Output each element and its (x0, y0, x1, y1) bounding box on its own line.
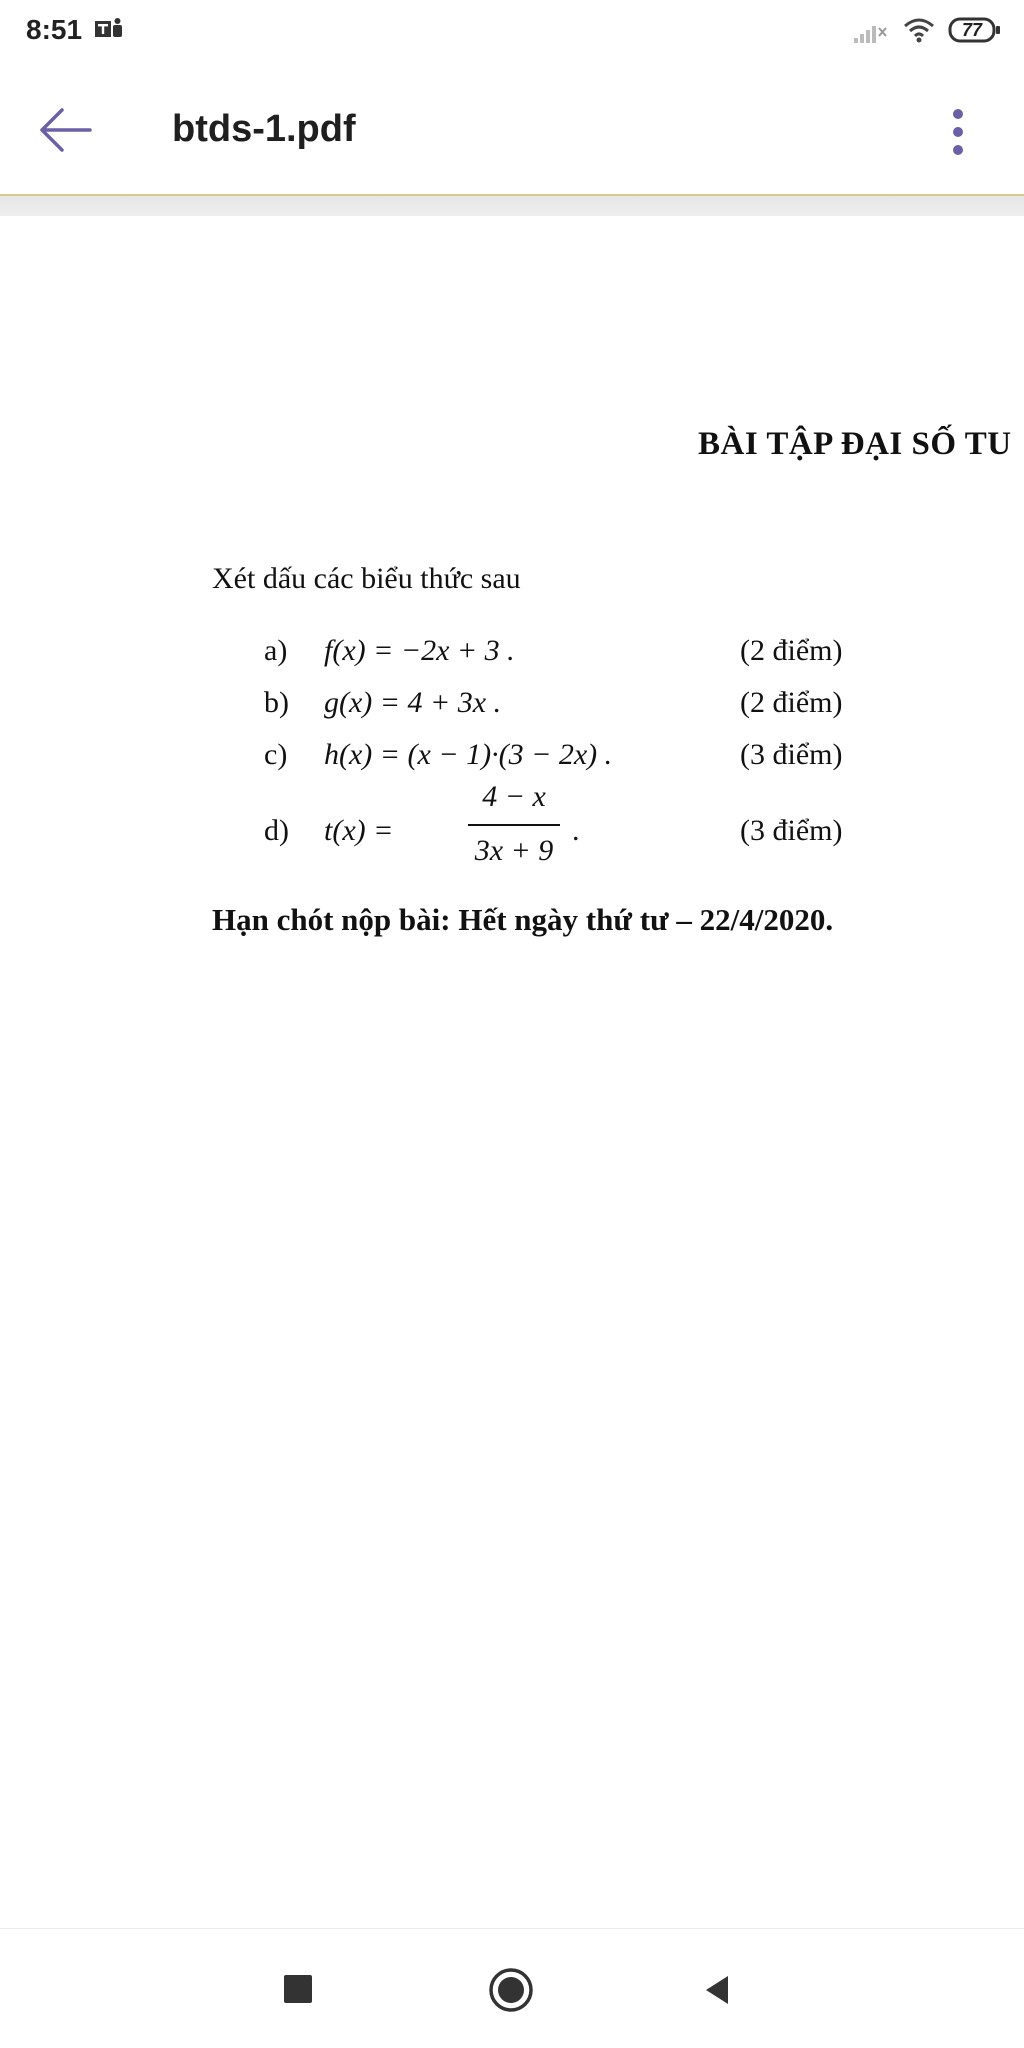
exercise-formula: g(x) = 4 + 3x . (324, 686, 502, 719)
status-time: 8:51 (26, 14, 83, 45)
back-triangle-icon[interactable] (700, 1973, 734, 2007)
exercise-points: (3 điểm) (740, 738, 843, 771)
pdf-page[interactable] (0, 216, 1024, 1928)
document-title: btds-1.pdf (172, 108, 356, 150)
exercise-label: a) (264, 634, 288, 667)
exercise-row-d (264, 780, 904, 867)
more-vert-icon[interactable] (936, 100, 980, 164)
instruction-text: Xét dấu các biểu thức sau (212, 562, 521, 595)
document-heading: BÀI TẬP ĐẠI SỐ TU (698, 426, 1012, 462)
fraction (464, 780, 564, 890)
signal-icon (852, 20, 888, 44)
exercise-label: b) (264, 686, 289, 719)
system-nav-bar (0, 1928, 1024, 2048)
toolbar-divider (0, 194, 1024, 216)
formula-suffix: . (572, 814, 580, 847)
exercise-points: (2 điểm) (740, 686, 843, 719)
fraction-denominator: 3x + 9 (474, 834, 554, 867)
exercise-label: c) (264, 738, 288, 771)
exercise-formula: f(x) = −2x + 3 . (324, 634, 515, 667)
app-bar (0, 64, 1024, 196)
exercise-formula: h(x) = (x − 1)·(3 − 2x) . (324, 738, 613, 771)
wifi-icon (902, 16, 936, 44)
exercise-points: (2 điểm) (740, 634, 843, 667)
exercise-row-c (264, 738, 904, 784)
recents-icon[interactable] (282, 1973, 314, 2005)
teams-icon (94, 16, 124, 42)
exercise-points: (3 điểm) (740, 814, 843, 847)
battery-level: 77 (961, 20, 983, 40)
home-icon[interactable] (488, 1967, 534, 2013)
exercise-row-b (264, 686, 904, 732)
exercise-label: d) (264, 814, 289, 847)
exercise-formula-prefix: t(x) = (324, 814, 394, 847)
fraction-numerator: 4 − x (482, 780, 546, 813)
status-bar (0, 0, 1024, 64)
deadline-text: Hạn chót nộp bài: Hết ngày thứ tư – 22/4/2020. (212, 902, 834, 937)
back-arrow-icon[interactable] (30, 94, 102, 166)
exercise-row-a (264, 634, 904, 680)
fraction-bar (468, 824, 560, 826)
